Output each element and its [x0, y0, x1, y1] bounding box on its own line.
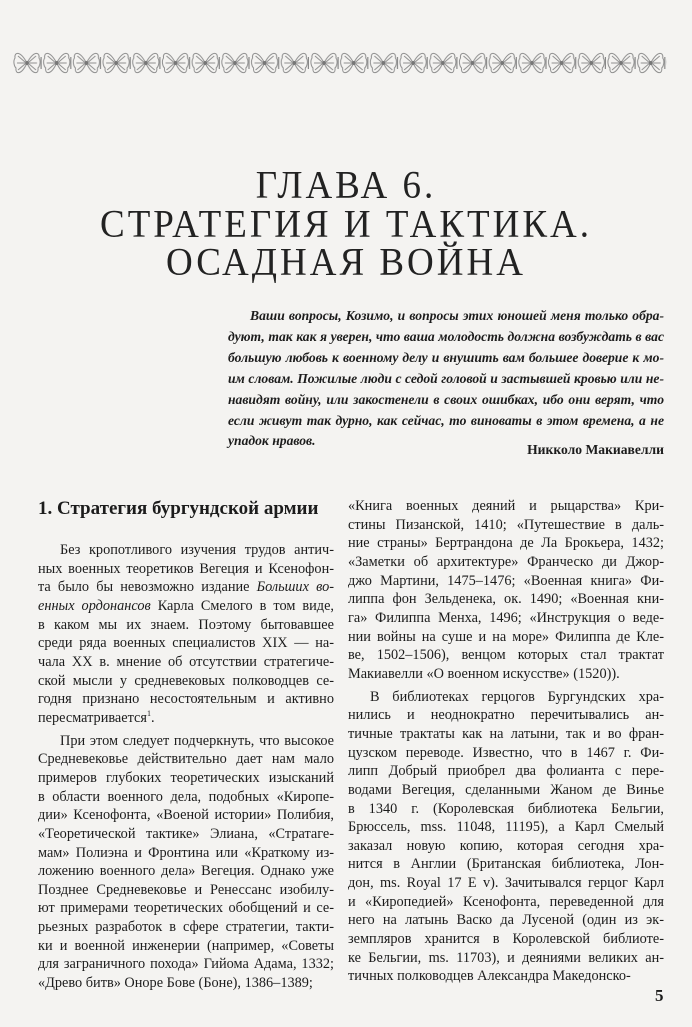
epigraph-quote [228, 306, 664, 452]
text-line [348, 646, 664, 665]
text-segment: Макиавелли «О военном искусстве» (1520)). [348, 665, 620, 682]
epigraph-line: большую любовь к военному делу и внушить вам большее доверие к мо- [228, 349, 664, 365]
right-text-column [348, 497, 664, 990]
text-segment: нились и неоднократно перечитывались ан- [348, 707, 664, 724]
text-segment: в 1340 г. (Королевская библиотека Бельгии, [348, 800, 664, 817]
text-line [348, 590, 664, 609]
text-line [348, 497, 664, 516]
text-line [38, 732, 334, 751]
chapter-title-line-1: ГЛАВА 6. [255, 163, 437, 207]
text-segment: Средневековье действительно дает нам мало [38, 751, 334, 768]
decorative-ornament-border [12, 46, 667, 80]
epigraph-line: навидят войну, или закостенели в своих ошибках, ибо они верят, что [228, 391, 664, 407]
italic-text: енных ордонансов [38, 597, 151, 614]
text-line [348, 744, 664, 763]
text-segment: дон, ms. Royal 17 E v). Зачитывался герцог Карл [348, 875, 664, 892]
text-line [348, 665, 664, 684]
text-segment: Без кропотливого изучения трудов антич- [60, 542, 334, 558]
page-number: 5 [655, 986, 664, 1005]
section-heading: 1. Стратегия бургундской армии [38, 498, 319, 519]
text-line [348, 706, 664, 725]
text-segment: липп Добрый приобрел два фолианта с пере- [348, 763, 664, 780]
text-line [38, 616, 334, 635]
text-segment: чала XX в. мнение об отсутствии стратегиче- [38, 653, 334, 670]
text-line [38, 974, 334, 993]
text-segment: Позднее Средневековье и Ренессанс изобилу- [38, 881, 334, 898]
text-line [38, 937, 334, 956]
text-segment: цузском переводе. Известно, что в 1467 г. Фи- [348, 744, 664, 761]
text-line [348, 762, 664, 781]
text-segment: «Заметки об архитектуре» Франческо ди Джор- [348, 553, 664, 570]
text-line [348, 609, 664, 628]
paragraph [348, 497, 664, 684]
epigraph-line: дуют, так как я уверен, что ваша молодость должна возбуждать в вас [228, 328, 664, 344]
text-line [348, 930, 664, 949]
text-segment: в области военного дела, подобных «Киропе- [38, 788, 334, 805]
text-segment: ют примерами теоретических обобщений и се- [38, 900, 334, 917]
text-line [38, 844, 334, 863]
paragraph [38, 732, 334, 993]
text-line [348, 855, 664, 874]
text-line [348, 874, 664, 893]
epigraph-line: им словам. Пожилые люди с седой головой и застывшей кровью или не- [228, 370, 664, 386]
text-line [348, 893, 664, 912]
text-segment: мам» Полиэна и Фронтина или «Краткому из- [38, 844, 334, 861]
text-segment: земпляров хранится в Королевской библиоте- [348, 931, 664, 948]
text-segment: «Теоретической тактике» Элиана, «Стратаге- [38, 825, 334, 842]
text-line [38, 709, 334, 728]
text-line [348, 837, 664, 856]
text-line [38, 788, 334, 807]
text-segment: и «Киропедией» Ксенофонта, переведенной для [348, 893, 664, 910]
text-line [348, 725, 664, 744]
text-segment: ных военных теоретиков Вегеция и Ксенофон- [38, 560, 334, 577]
text-segment: В библиотеках герцогов Бургундских хра- [370, 688, 664, 705]
text-segment: тичных полководцев Александра Македонско- [348, 968, 631, 985]
text-segment: ние страны» Бертрандона де Ла Брокьера, 1432; [348, 535, 664, 552]
text-line [38, 750, 334, 769]
epigraph-line: Ваши вопросы, Козимо, и вопросы этих юношей меня только обра- [250, 308, 664, 323]
text-segment: липпа фон Зельденека, ок. 1490; «Военная кни- [348, 591, 664, 608]
text-line [38, 806, 334, 825]
text-line [38, 690, 334, 709]
text-segment: При этом следует подчеркнуть, что высокое [60, 732, 334, 749]
text-line [38, 899, 334, 918]
text-segment: него на латынь Васко да Лусеной (один из эк- [348, 912, 664, 929]
epigraph-line: упадок нравов. [228, 433, 316, 449]
text-segment: рьезных разработок в сфере стратегии, такти- [38, 919, 334, 936]
text-segment: ложению военного дела» Вегеция. Однако уже [38, 863, 334, 880]
text-segment: дии» Ксенофонта, «Военой истории» Полибия, [38, 807, 334, 824]
text-line [38, 672, 334, 691]
text-segment: нится в Англии (Британская библиотека, Лон- [348, 856, 664, 873]
text-segment: примеров глубоких теоретических изысканий [38, 769, 334, 786]
text-line [348, 949, 664, 968]
text-line [348, 967, 664, 986]
text-line [38, 653, 334, 672]
italic-text: Больших во- [256, 579, 334, 596]
text-line [348, 553, 664, 572]
text-line [348, 911, 664, 930]
text-segment: Карла Смелого в том виде, [150, 597, 334, 614]
text-segment: ке Бельгии, ms. 11703), и деяниями великих ан- [348, 949, 664, 966]
text-segment: га» Филиппа Менха, 1496; «Инструкция о веде- [348, 609, 664, 626]
text-line [348, 572, 664, 591]
chapter-title-line-2: СТРАТЕГИЯ И ТАКТИКА. [100, 202, 592, 246]
text-line [348, 688, 664, 707]
text-segment: водами Вегеция, сделанными Жаном де Винье [348, 781, 664, 798]
text-segment: годня признано несостоятельным и активно [38, 691, 334, 708]
text-line [38, 541, 334, 560]
text-line [348, 516, 664, 535]
text-line [38, 560, 334, 579]
text-line [38, 955, 334, 974]
epigraph-line: если живут так дурно, как сейчас, то виноваты в этом времена, а не [228, 412, 664, 428]
text-line [38, 769, 334, 788]
text-segment: нии войны на суше и на море» Филиппа де Кле- [348, 628, 664, 645]
text-segment: «Древо битв» Оноре Бове (Боне), 1386–1389; [38, 975, 313, 992]
text-segment: Брюссель, mss. 11048, 11195), а Карл Смелый [348, 819, 664, 836]
epigraph-author: Никколо Макиавелли [527, 442, 664, 457]
text-line [38, 862, 334, 881]
text-segment: в каком мы их знаем. Поэтому бытовавшее [38, 616, 334, 633]
text-segment: заказал новую копию, которая сегодня хра- [348, 837, 664, 854]
text-line [348, 628, 664, 647]
text-line [38, 634, 334, 653]
left-text-column [38, 541, 334, 997]
text-line [38, 918, 334, 937]
text-segment: тичные трактаты как на латыни, так и во фран- [348, 725, 664, 742]
text-segment: та было бы невозможно издание [38, 579, 257, 596]
text-line [38, 825, 334, 844]
text-segment: ской мысли у средневековых полководцев се- [38, 672, 334, 689]
text-segment: для заграничного похода» Гийома Адама, 1332; [38, 956, 334, 973]
chapter-title-line-3: ОСАДНАЯ ВОЙНА [166, 240, 526, 284]
footnote-marker: 1 [146, 709, 151, 719]
text-segment: пересматривается [38, 709, 147, 726]
text-line [38, 578, 334, 597]
text-line [348, 800, 664, 819]
text-segment: «Книга военных деяний и рыцарства» Кри- [348, 498, 664, 514]
text-segment: среди ряда военных специалистов XIX — на- [38, 635, 334, 652]
text-segment: . [150, 709, 155, 726]
paragraph [38, 541, 334, 728]
text-segment: джо Мартини, 1475–1476; «Военная книга» Фи- [348, 572, 664, 589]
text-line [348, 534, 664, 553]
text-segment: стины Пизанской, 1410; «Путешествие в даль- [348, 516, 664, 533]
text-segment: ве, 1502–1506), венцом которых стал трактат [348, 647, 664, 664]
text-line [38, 597, 334, 616]
text-line [38, 881, 334, 900]
paragraph [348, 688, 664, 987]
text-line [348, 781, 664, 800]
text-segment: ки и военной инженерии (например, «Советы [38, 937, 334, 954]
text-line [348, 818, 664, 837]
